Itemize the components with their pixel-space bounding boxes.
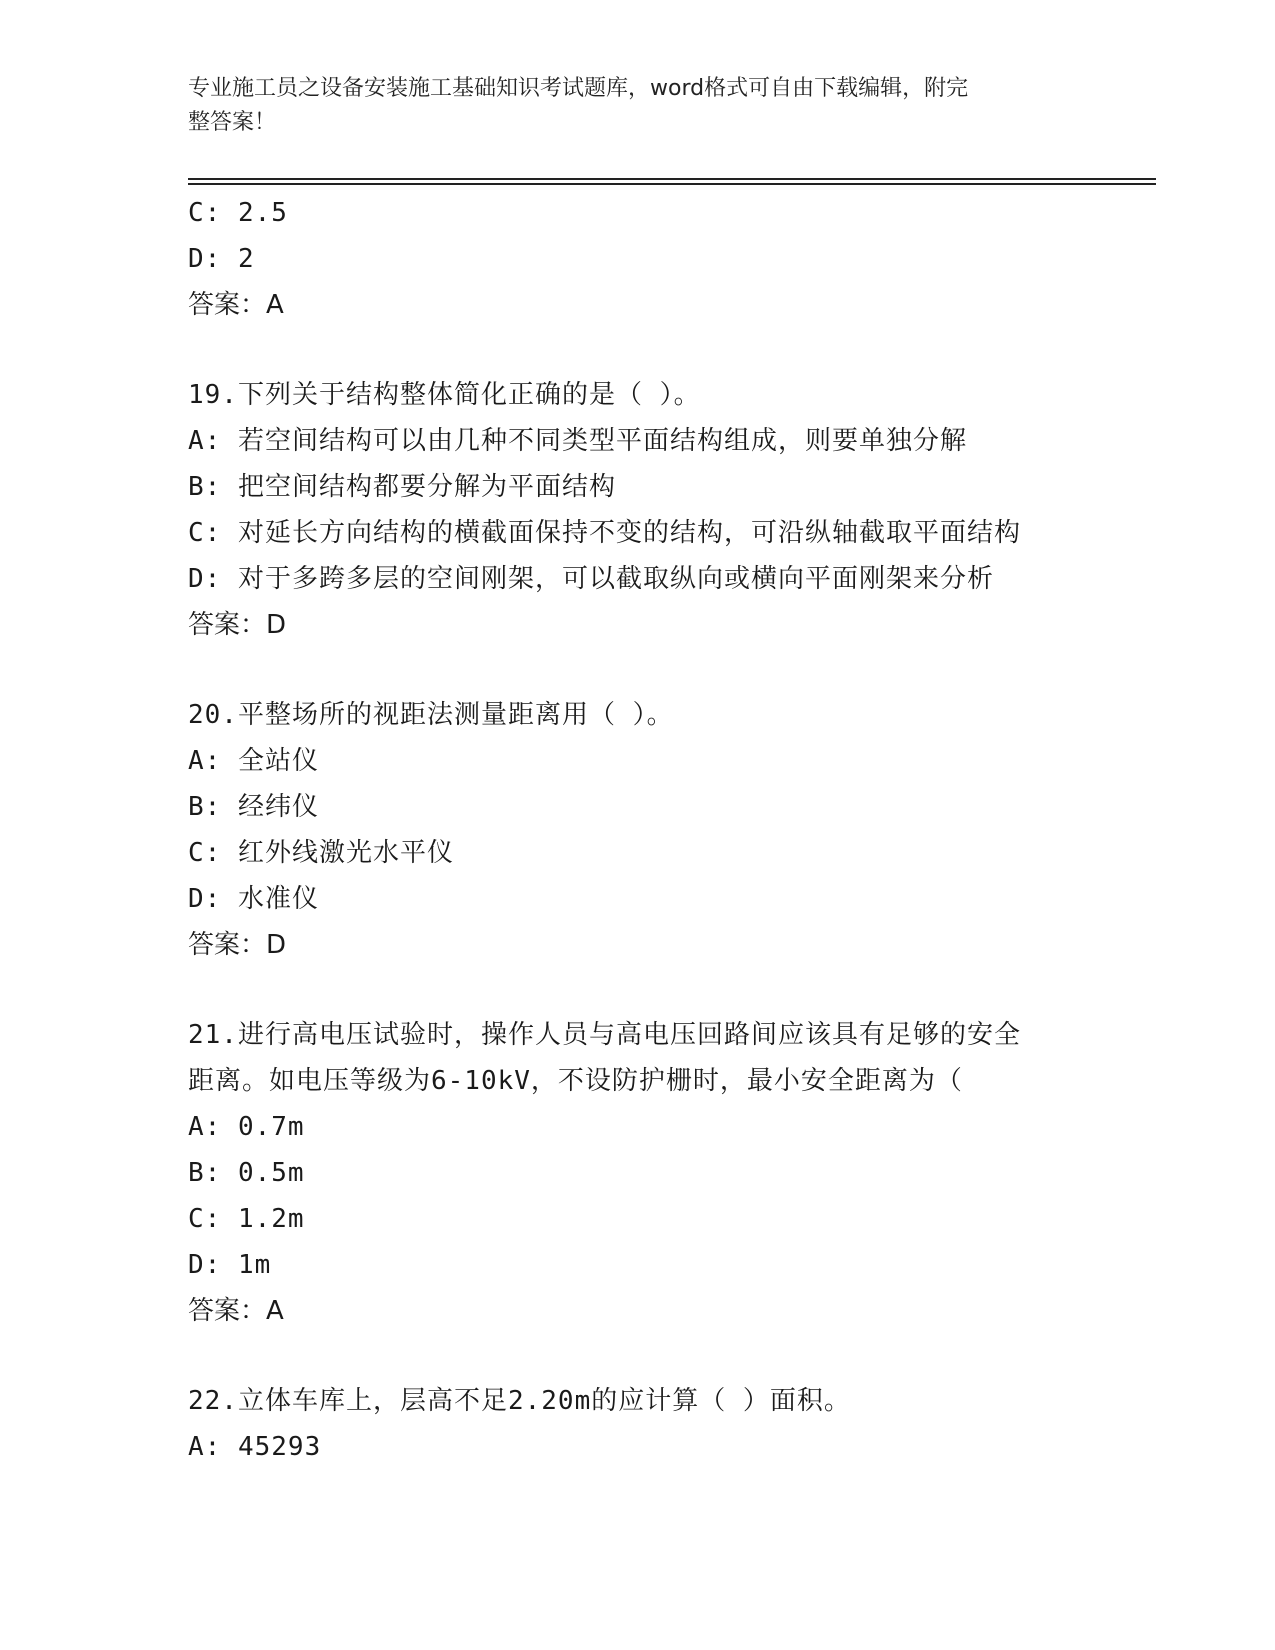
header-line-2: 整答案！ <box>188 110 277 135</box>
question-22 <box>188 1378 1148 1470</box>
question-18-tail <box>188 190 1148 328</box>
answer: 答案：A <box>188 290 284 320</box>
option-a: A: 若空间结构可以由几种不同类型平面结构组成，则要单独分解 <box>188 426 967 456</box>
option-d: D: 1m <box>188 1250 272 1280</box>
option-c: C: 红外线激光水平仪 <box>188 838 454 868</box>
document-header <box>188 72 1088 140</box>
question-text: 19.下列关于结构整体简化正确的是（ ）。 <box>188 380 701 410</box>
option-b: B: 把空间结构都要分解为平面结构 <box>188 472 616 502</box>
question-19 <box>188 372 1148 648</box>
option-c: C: 1.2m <box>188 1204 305 1234</box>
question-text-line-1: 21.进行高电压试验时，操作人员与高电压回路间应该具有足够的安全 <box>188 1020 1021 1050</box>
question-text-line-2: 距离。如电压等级为6-10kV，不设防护栅时，最小安全距离为（ <box>188 1066 963 1096</box>
document-body <box>188 190 1148 1470</box>
option-a: A: 全站仪 <box>188 746 319 776</box>
option-c: C: 对延长方向结构的横截面保持不变的结构，可沿纵轴截取平面结构 <box>188 518 1021 548</box>
question-text: 22.立体车库上，层高不足2.20m的应计算（ ）面积。 <box>188 1386 851 1416</box>
option-b: B: 经纬仪 <box>188 792 319 822</box>
header-divider-bottom <box>188 183 1156 185</box>
question-21 <box>188 1012 1148 1334</box>
option-d: D: 水准仪 <box>188 884 319 914</box>
option-c: C: 2.5 <box>188 198 288 228</box>
option-b: B: 0.5m <box>188 1158 305 1188</box>
question-text: 20.平整场所的视距法测量距离用（ ）。 <box>188 700 674 730</box>
header-line-1: 专业施工员之设备安装施工基础知识考试题库，word格式可自由下载编辑，附完 <box>188 76 969 101</box>
question-20 <box>188 692 1148 968</box>
answer: 答案：D <box>188 610 287 640</box>
option-d: D: 2 <box>188 244 255 274</box>
option-a: A: 45293 <box>188 1432 322 1462</box>
answer: 答案：A <box>188 1296 284 1326</box>
option-a: A: 0.7m <box>188 1112 305 1142</box>
answer: 答案：D <box>188 930 287 960</box>
option-d: D: 对于多跨多层的空间刚架，可以截取纵向或横向平面刚架来分析 <box>188 564 994 594</box>
header-divider-top <box>188 178 1156 180</box>
